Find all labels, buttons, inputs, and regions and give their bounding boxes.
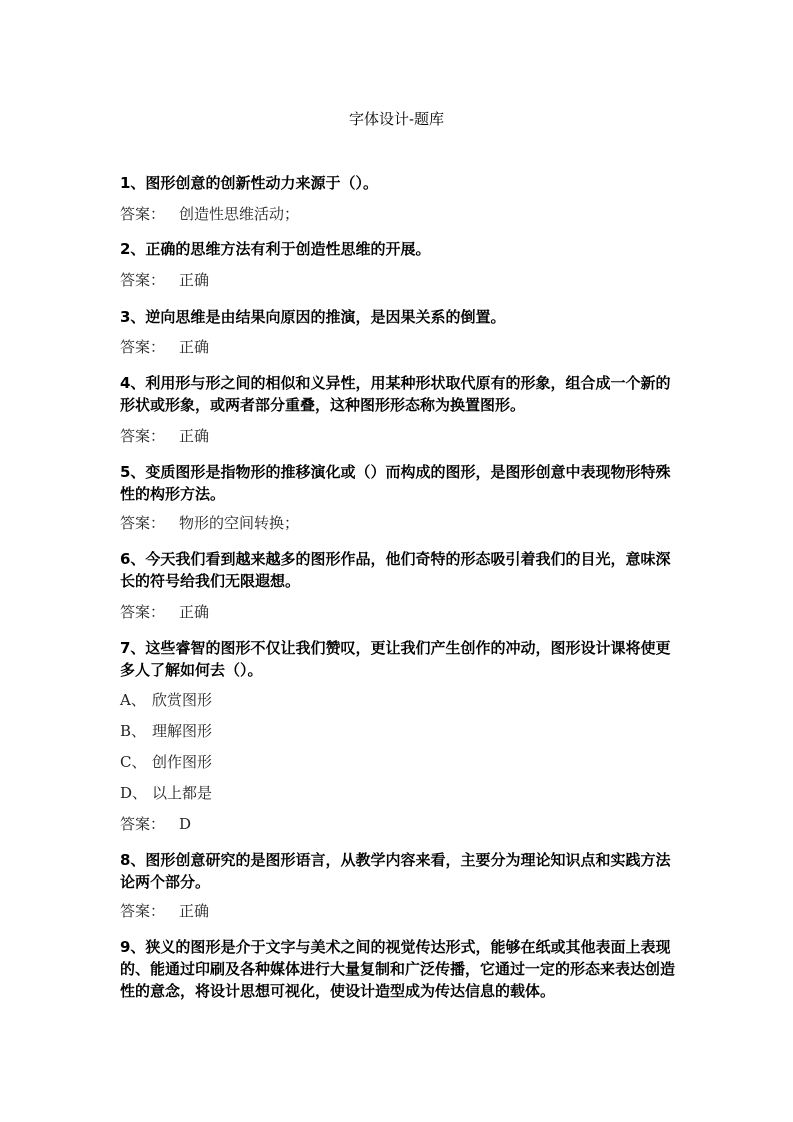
answer-5 xyxy=(120,512,680,534)
option-text: 理解图形 xyxy=(152,722,213,740)
answer-text: D xyxy=(179,815,192,833)
answer-label: 答案： xyxy=(120,271,166,289)
question-1: 1、图形创意的创新性动力来源于（）。 xyxy=(120,174,378,192)
answer-text: 正确 xyxy=(179,427,210,445)
answer-3 xyxy=(120,336,680,358)
question-8: 8、图形创意研究的是图形语言，从教学内容来看，主要分为理论知识点和实践方法论两个部分。 xyxy=(120,851,671,891)
option-letter: B、 xyxy=(120,722,147,740)
answer-4 xyxy=(120,425,680,447)
answer-label: 答案： xyxy=(120,338,166,356)
answer-text: 正确 xyxy=(179,603,210,621)
question-2: 2、正确的思维方法有利于创造性思维的开展。 xyxy=(120,240,431,258)
answer-8 xyxy=(120,900,680,922)
answer-7 xyxy=(120,813,680,835)
answer-text: 创造性思维活动； xyxy=(179,205,300,223)
question-3: 3、逆向思维是由结果向原因的推演，是因果关系的倒置。 xyxy=(120,308,506,326)
question-7: 7、这些睿智的图形不仅让我们赞叹，更让我们产生创作的冲动，图形设计课将使更多人了解如何去（）。 xyxy=(120,639,671,679)
answer-text: 正确 xyxy=(179,271,210,289)
option-d xyxy=(120,782,680,804)
option-text: 创作图形 xyxy=(152,753,213,771)
answer-text: 正确 xyxy=(179,902,210,920)
option-letter: A、 xyxy=(120,691,146,709)
question-5: 5、变质图形是指物形的推移演化或（）而构成的图形，是图形创意中表现物形特殊性的构形方法。 xyxy=(120,463,671,503)
answer-text: 正确 xyxy=(179,338,210,356)
option-c xyxy=(120,751,680,773)
option-letter: D、 xyxy=(120,784,148,802)
option-letter: C、 xyxy=(120,753,147,771)
option-text: 以上都是 xyxy=(152,784,213,802)
answer-label: 答案： xyxy=(120,815,166,833)
question-6: 6、今天我们看到越来越多的图形作品，他们奇特的形态吸引着我们的目光，意味深长的符号给我们无限遐想。 xyxy=(120,550,671,590)
answer-label: 答案： xyxy=(120,427,166,445)
answer-label: 答案： xyxy=(120,205,166,223)
question-9: 9、狭义的图形是介于文字与美术之间的视觉传达形式，能够在纸或其他表面上表现的、能通过印刷及各种媒体进行大量复制和广泛传播，它通过一定的形态来表达创造性的意念，将设计思想可视化，使设计造型成为传达信息的载体。 xyxy=(120,938,676,1000)
option-a xyxy=(120,689,680,711)
answer-label: 答案： xyxy=(120,902,166,920)
option-text: 欣赏图形 xyxy=(152,691,213,709)
option-b xyxy=(120,720,680,742)
answer-text: 物形的空间转换； xyxy=(179,514,300,532)
answer-6 xyxy=(120,601,680,623)
answer-label: 答案： xyxy=(120,514,166,532)
answer-1 xyxy=(120,203,680,225)
answer-2 xyxy=(120,269,680,291)
page-title: 字体设计-题库 xyxy=(348,110,445,128)
question-4: 4、利用形与形之间的相似和义异性，用某种形状取代原有的形象，组合成一个新的形状或形象，或两者部分重叠，这种图形形态称为换置图形。 xyxy=(120,374,671,414)
answer-label: 答案： xyxy=(120,603,166,621)
